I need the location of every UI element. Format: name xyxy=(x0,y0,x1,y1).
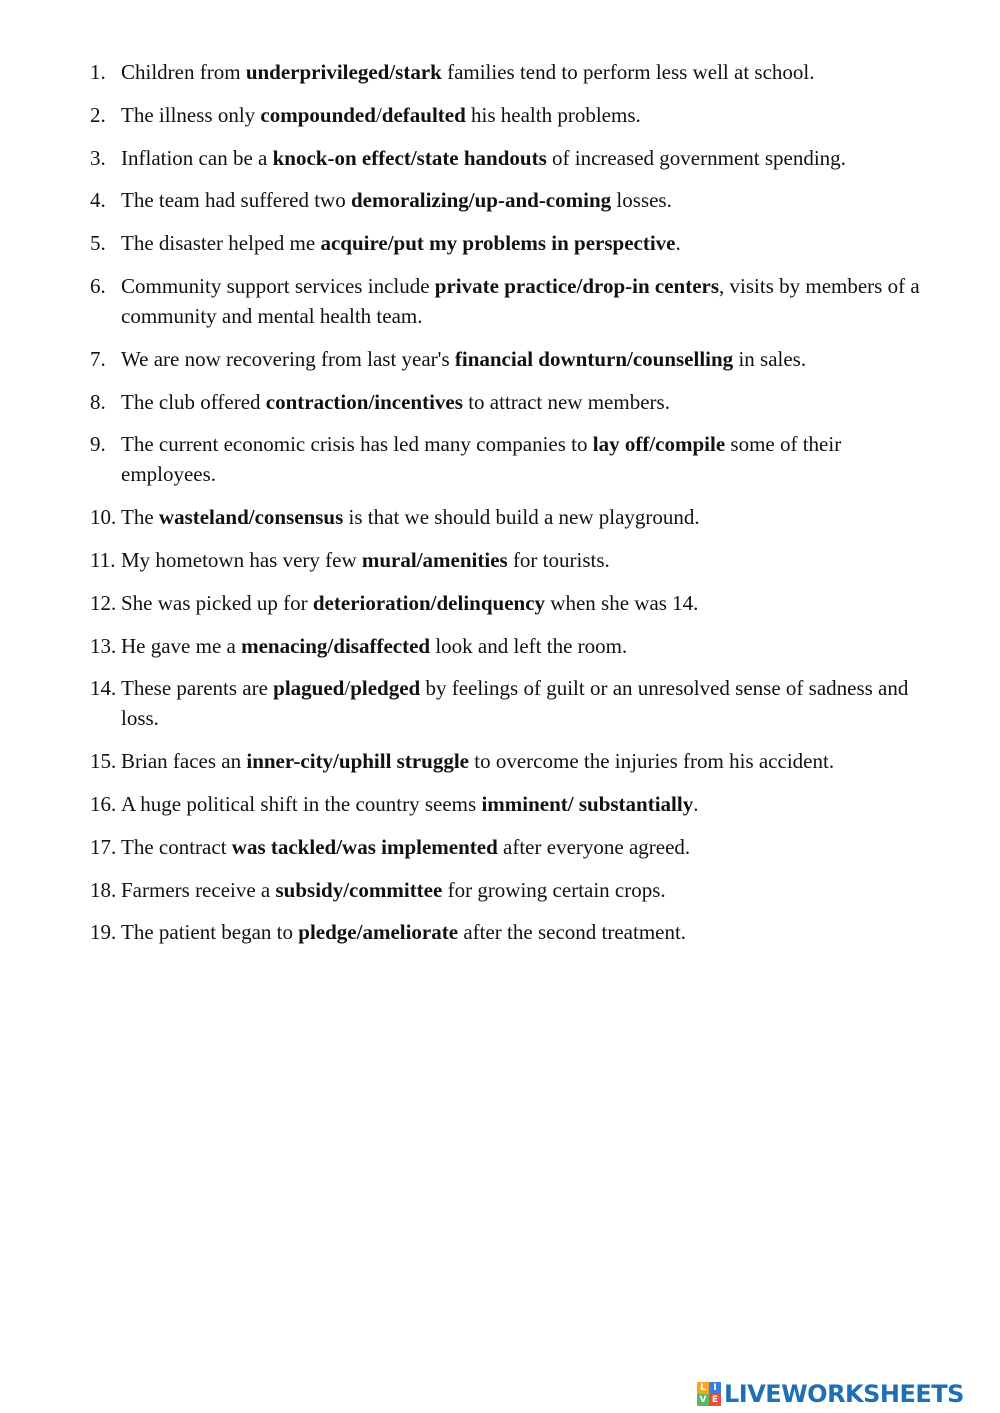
question-text xyxy=(121,835,690,859)
sentence-fragment: , visits by members of a community and mental health team. xyxy=(121,273,920,328)
question-text xyxy=(121,390,670,414)
sentence-fragment: The disaster helped me xyxy=(121,231,321,256)
question-number: 1. xyxy=(90,60,106,84)
sentence-fragment: . xyxy=(693,791,699,816)
sentence-fragment: by feelings of guilt or an unresolved sense of sadness and loss. xyxy=(121,676,909,731)
question-item xyxy=(0,673,1000,733)
sentence-fragment: Brian faces an xyxy=(121,749,247,774)
question-item xyxy=(0,588,1000,618)
sentence-fragment: The contract xyxy=(121,834,232,859)
sentence-fragment: Community support services include xyxy=(121,273,435,298)
question-item xyxy=(0,789,1000,819)
answer-choices: pledged xyxy=(350,676,421,701)
answer-choices: plagued xyxy=(273,676,345,701)
question-item xyxy=(0,832,1000,862)
question-text xyxy=(121,792,698,816)
question-number: 16. xyxy=(90,791,117,816)
question-number: 8. xyxy=(90,389,106,414)
answer-choices: subsidy/committee xyxy=(275,877,443,902)
question-text xyxy=(121,103,641,127)
answer-choices: menacing/disaffected xyxy=(241,633,431,658)
answer-choices: deterioration/delinquency xyxy=(312,590,546,615)
question-text xyxy=(121,676,908,730)
logo-letter: E xyxy=(709,1394,721,1406)
question-number: 13. xyxy=(90,633,117,658)
sentence-fragment: . xyxy=(675,231,681,256)
answer-choices: inner-city/uphill struggle xyxy=(246,749,470,774)
logo-letter: V xyxy=(697,1394,709,1406)
question-text xyxy=(121,591,698,615)
answer-choices: wasteland/consensus xyxy=(158,505,344,530)
question-number: 10. xyxy=(90,505,117,530)
answer-choices: knock-on effect/state handouts xyxy=(272,145,547,170)
question-item xyxy=(0,875,1000,905)
sentence-fragment: The illness only xyxy=(121,102,261,127)
question-text xyxy=(121,60,815,84)
sentence-fragment: Children from xyxy=(121,60,246,84)
question-text xyxy=(121,878,666,902)
question-number: 3. xyxy=(90,145,106,170)
sentence-fragment: to attract new members. xyxy=(462,389,670,414)
question-item xyxy=(0,344,1000,374)
sentence-fragment: The club offered xyxy=(121,389,266,414)
sentence-fragment: The patient began to xyxy=(121,920,299,945)
question-item xyxy=(0,545,1000,575)
sentence-fragment: some of their employees. xyxy=(121,432,842,487)
sentence-fragment: his health problems. xyxy=(465,102,641,127)
question-text xyxy=(121,505,700,529)
answer-choices: contraction/incentives xyxy=(265,389,463,414)
sentence-fragment: losses. xyxy=(611,188,672,213)
answer-choices: private practice/drop-in centers xyxy=(434,273,720,298)
question-item xyxy=(0,746,1000,776)
sentence-fragment: My hometown has very few xyxy=(121,547,362,572)
question-number: 11. xyxy=(90,547,116,572)
answer-choices: financial downturn/counselling xyxy=(454,346,734,371)
logo-letter: I xyxy=(709,1382,721,1394)
sentence-fragment: after everyone agreed. xyxy=(497,834,691,859)
liveworksheets-logo-icon xyxy=(697,1382,721,1406)
question-text xyxy=(121,432,841,486)
answer-choices: was tackled/was implemented xyxy=(231,834,498,859)
liveworksheets-logo[interactable] xyxy=(697,1377,964,1411)
question-text xyxy=(121,920,686,944)
question-item xyxy=(0,429,1000,489)
sentence-fragment: is that we should build a new playground. xyxy=(343,505,700,530)
sentence-fragment: for growing certain crops. xyxy=(442,877,666,902)
question-item xyxy=(0,502,1000,532)
liveworksheets-logo-text: LIVEWORKSHEETS xyxy=(724,1380,964,1408)
question-item xyxy=(0,185,1000,215)
question-item xyxy=(0,271,1000,331)
question-text xyxy=(121,634,627,658)
answer-choices: imminent/ substantially xyxy=(481,791,694,816)
sentence-fragment: These parents are xyxy=(121,676,274,701)
question-text xyxy=(121,146,846,170)
sentence-fragment: in sales. xyxy=(733,346,807,371)
question-number: 4. xyxy=(90,188,106,213)
question-text xyxy=(121,274,920,328)
question-text xyxy=(121,548,610,572)
question-list xyxy=(0,57,1000,960)
sentence-fragment: to overcome the injuries from his accident. xyxy=(469,749,835,774)
answer-choices: demoralizing/up-and-coming xyxy=(350,188,612,213)
answer-choices: compounded xyxy=(260,102,376,127)
sentence-fragment: / xyxy=(344,676,351,701)
question-item xyxy=(0,57,1000,87)
question-item xyxy=(0,143,1000,173)
sentence-fragment: The team had suffered two xyxy=(121,188,351,213)
question-text xyxy=(121,231,681,255)
question-item xyxy=(0,631,1000,661)
question-number: 6. xyxy=(90,273,106,298)
question-number: 7. xyxy=(90,346,106,371)
question-number: 17. xyxy=(90,834,117,859)
question-text xyxy=(121,188,672,212)
sentence-fragment: The current economic crisis has led many companies to xyxy=(121,432,593,457)
question-item xyxy=(0,917,1000,947)
question-text xyxy=(121,347,806,371)
sentence-fragment: She was picked up for xyxy=(121,590,313,615)
answer-choices: lay off/compile xyxy=(592,432,726,457)
sentence-fragment: for tourists. xyxy=(507,547,610,572)
question-number: 19. xyxy=(90,920,117,945)
question-item xyxy=(0,228,1000,258)
sentence-fragment: He gave me a xyxy=(121,633,242,658)
question-text xyxy=(121,749,834,773)
answer-choices: pledge/ameliorate xyxy=(298,920,459,945)
question-item xyxy=(0,387,1000,417)
answer-choices: mural/amenities xyxy=(361,547,508,572)
sentence-fragment: Inflation can be a xyxy=(121,145,273,170)
question-number: 15. xyxy=(90,749,117,774)
sentence-fragment: The xyxy=(121,505,159,530)
sentence-fragment: / xyxy=(375,102,382,127)
answer-choices: underprivileged/stark xyxy=(245,60,442,84)
answer-choices: defaulted xyxy=(381,102,466,127)
question-item xyxy=(0,100,1000,130)
question-number: 5. xyxy=(90,231,106,256)
question-number: 12. xyxy=(90,590,117,615)
sentence-fragment: of increased government spending. xyxy=(546,145,846,170)
sentence-fragment: look and left the room. xyxy=(430,633,628,658)
logo-letter: L xyxy=(697,1382,709,1394)
question-number: 18. xyxy=(90,877,117,902)
sentence-fragment: Farmers receive a xyxy=(121,877,276,902)
sentence-fragment: We are now recovering from last year's xyxy=(121,346,455,371)
question-number: 14. xyxy=(90,676,117,701)
answer-choices: acquire/put my problems in perspective xyxy=(320,231,676,256)
question-number: 9. xyxy=(90,432,106,457)
sentence-fragment: families tend to perform less well at school. xyxy=(441,60,815,84)
sentence-fragment: A huge political shift in the country seems xyxy=(121,791,482,816)
question-number: 2. xyxy=(90,102,106,127)
sentence-fragment: when she was 14. xyxy=(545,590,699,615)
sentence-fragment: after the second treatment. xyxy=(458,920,687,945)
